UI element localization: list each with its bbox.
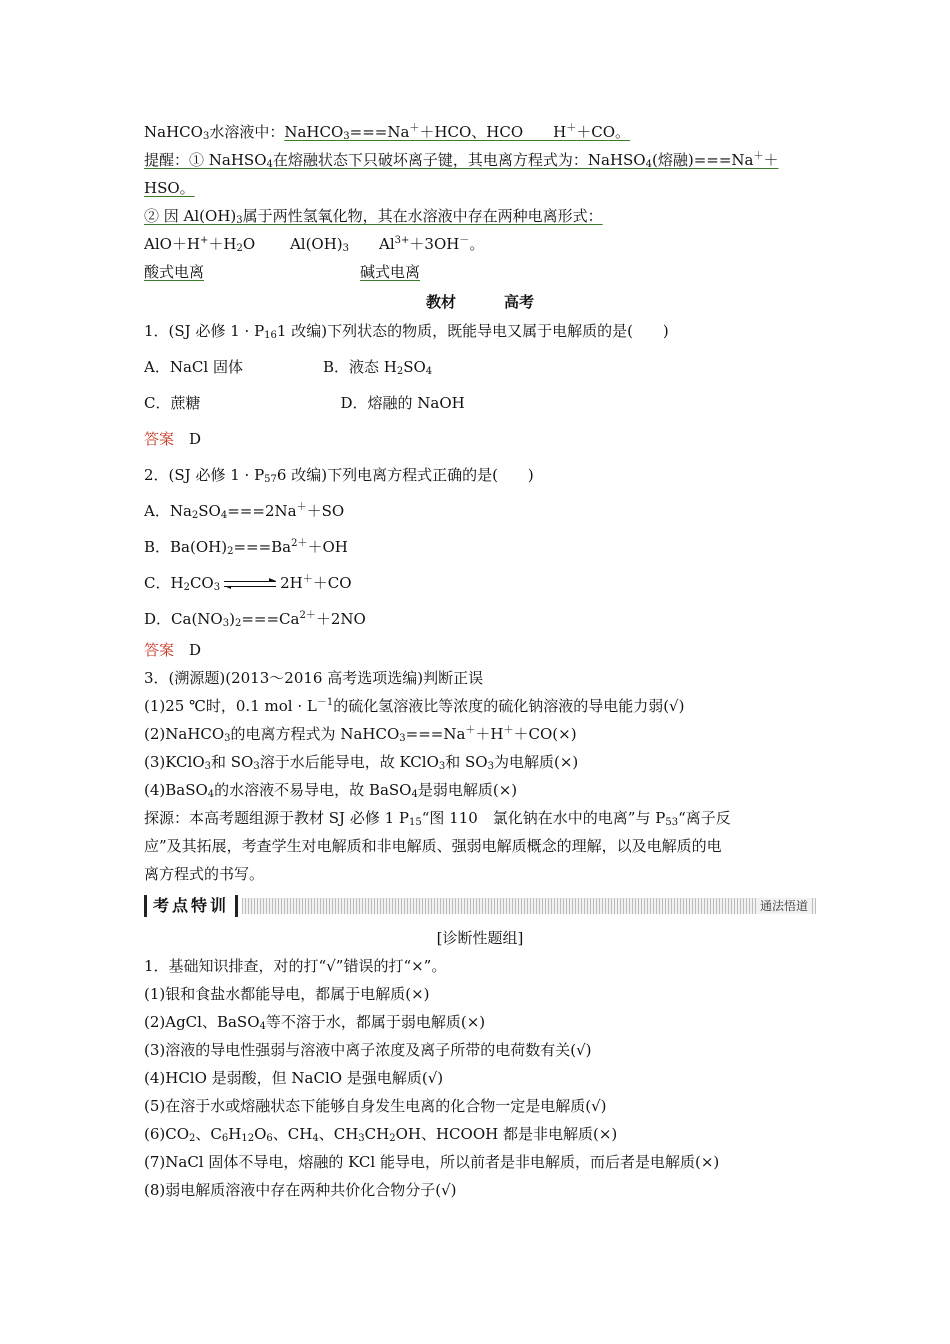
q1-options-cd — [144, 391, 465, 415]
q3-item-1: (1)25 ℃时，0.1 mol · $L^{-1}$的硫化氢溶液比等浓度的硫化钠溶液的导电能力弱(√) — [144, 697, 685, 715]
banner-stripe — [242, 898, 816, 914]
q1-stem: 1．(SJ 必修 $1 \cdot P_{16}1$ 改编)下列状态的物质，既能导电又属于电解质的是( ) — [144, 322, 669, 341]
q2-option-b: B．$Ba(OH)_2===Ba^{2+}+OH$ — [144, 538, 348, 557]
q3-stem: 3．(溯源题)(2013～2016 高考选项选编)判断正误 — [144, 669, 484, 687]
q1-options-ab — [144, 355, 432, 379]
tip-line-1: 提醒：① NaHSO$_4$在熔融状态下只破坏离子键，其电离方程式为：NaHSO$_4$(熔融)===Na＋＋ — [144, 151, 779, 170]
intro-line-1: NaHCO$_3$水溶液中：NaHCO$_3$===Na＋＋HCO、HCO H＋＋CO。 — [144, 123, 630, 142]
diag-item-7: (7)NaCl 固体不导电，熔融的 KCl 能导电，所以前者是非电解质，而后者是电解质(×) — [144, 1153, 720, 1171]
reversible-arrow-icon — [224, 579, 276, 589]
q1-option-c: C．蔗糖 — [144, 394, 201, 412]
diag-item-3: (3)溶液的导电性强弱与溶液中离子浓度及离子所带的电荷数有关(√) — [144, 1041, 592, 1059]
q3-item-2: (2)NaHCO$_3$的电离方程式为 NaHCO$_3$===Na＋＋H＋＋CO(×) — [144, 725, 577, 744]
diag-item-4: (4)HClO 是弱酸，但 NaClO 是强电解质(√) — [144, 1069, 444, 1087]
diag-stem: 1．基础知识排查，对的打“√”错误的打“×”。 — [144, 957, 447, 975]
q3-source-line-2: 应”及其拓展，考查学生对电解质和非电解质、强弱电解质概念的理解，以及电解质的电 — [144, 837, 722, 855]
q2-option-d: D．$Ca(NO_3)_2===Ca^{2+}+2NO$ — [144, 610, 366, 629]
base-ionization-label: 碱式电离 — [360, 263, 421, 281]
diag-item-1: (1)银和食盐水都能导电，都属于电解质(×) — [144, 985, 430, 1003]
q2-option-c: C．$H_2CO_3$ 2H＋＋CO — [144, 574, 352, 593]
banner-title: 考点特训 — [144, 895, 238, 917]
al-ionization-equation: $AlO+H^++H_2O$ $Al(OH)_3$ $Al^{3+}+3OH^-$。 — [144, 235, 485, 254]
q3-source-line-1: 探源：本高考题组源于教材 SJ 必修 1 $P_{15}“$图 110 氯化钠在水中的电离”与 $P_{53}“$离子反 — [144, 809, 731, 828]
q1-option-d: D．熔融的 NaOH — [340, 394, 465, 412]
tip-line-3: ② 因 $Al(OH)_3$属于两性氢氧化物，其在水溶液中存在两种电离形式： — [144, 207, 603, 226]
q3-source-line-3: 离方程式的书写。 — [144, 865, 265, 883]
acid-ionization-label: 酸式电离 — [144, 263, 205, 281]
q2-answer: 答案 D — [144, 641, 202, 659]
q1-answer: 答案 D — [144, 430, 202, 448]
section-title: 教材 高考 — [425, 293, 535, 311]
diag-heading: [诊断性题组] — [436, 929, 524, 947]
banner-right-label: 通法悟道 — [756, 898, 812, 914]
q1-option-a: A．NaCl 固体 — [144, 358, 243, 376]
diag-item-8: (8)弱电解质溶液中存在两种共价化合物分子(√) — [144, 1181, 457, 1199]
q3-item-3: (3)KClO$_3$和 $SO_3$溶于水后能导电，故 KClO$_3$和 $SO_3$为电解质(×) — [144, 753, 579, 772]
diag-item-2: (2)AgCl、BaSO$_4$等不溶于水，都属于弱电解质(×) — [144, 1013, 486, 1032]
tip-line-2: HSO。 — [144, 179, 195, 197]
q3-item-4: (4)BaSO$_4$的水溶液不易导电，故 BaSO$_4$是弱电解质(×) — [144, 781, 518, 800]
ionization-labels — [144, 260, 420, 284]
q1-option-b: B．液态 $H_2SO_4$ — [322, 358, 433, 377]
diag-item-6: $(6)CO_2$、$C_6H_{12}O_6$、$CH_4$、$CH_3CH_2OH$、HCOOH 都是非电解质(×) — [144, 1125, 618, 1144]
diag-item-5: (5)在溶于水或熔融状态下能够自身发生电离的化合物一定是电解质(√) — [144, 1097, 607, 1115]
section-banner — [144, 895, 816, 919]
q2-stem: 2．(SJ 必修 $1 \cdot P_{57}6$ 改编)下列电离方程式正确的是( ) — [144, 466, 534, 485]
q2-option-a: A．$Na_2SO_4===2Na^++SO$ — [144, 502, 345, 521]
